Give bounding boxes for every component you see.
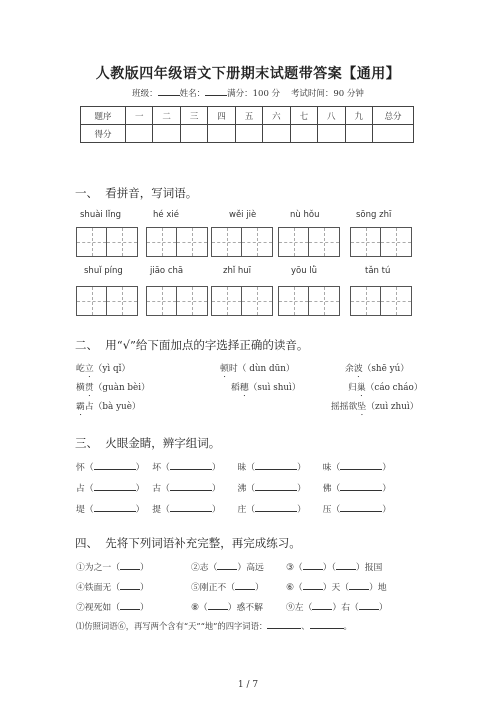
answer-blank[interactable] <box>303 561 323 570</box>
char: 古 <box>152 484 162 494</box>
item-text: ） <box>140 603 149 613</box>
score-cell[interactable] <box>208 125 235 143</box>
dotted-char: 穗 <box>239 383 249 393</box>
item-text: ）（ <box>322 563 336 573</box>
char: 堤 <box>76 505 85 515</box>
answer-blank[interactable] <box>170 503 212 512</box>
pinyin-label: yōu lǜ <box>291 266 318 276</box>
score-cell[interactable] <box>235 125 262 143</box>
score-cell[interactable] <box>373 125 414 143</box>
tianzige-box[interactable] <box>146 227 208 257</box>
score-cell[interactable] <box>318 125 345 143</box>
answer-blank[interactable] <box>336 561 356 570</box>
answer-blank[interactable] <box>170 482 212 491</box>
reading-item[interactable] <box>76 380 150 398</box>
header-cell: 二 <box>153 107 180 125</box>
page-title: 人教版四年级语文下册期末试题带答案【通用】 <box>95 66 401 82</box>
score-cell[interactable] <box>180 125 207 143</box>
item-text: ）惑不解 <box>227 603 263 613</box>
idiom-item <box>286 560 382 573</box>
answer-blank[interactable] <box>94 503 136 512</box>
answer-blank[interactable] <box>120 581 140 590</box>
item-text: 时（ dùn dūn） <box>228 364 295 374</box>
reading-item[interactable] <box>231 380 301 398</box>
answer-blank[interactable] <box>170 461 212 470</box>
char: 佛 <box>322 484 332 494</box>
answer-blank[interactable] <box>267 620 301 629</box>
item-text: ）高远 <box>237 563 264 573</box>
item-text: 稻 <box>231 383 240 393</box>
word-row: 占（ ） 古（ ） 沸（ ） 佛（ ） <box>76 484 392 494</box>
item-text: （guàn bèi） <box>93 383 150 393</box>
tianzige-box[interactable] <box>146 286 208 316</box>
reading-item[interactable] <box>220 361 295 379</box>
char: 占 <box>76 484 85 494</box>
item-text: ①为之一（ <box>76 563 120 573</box>
score-row-label: 得分 <box>81 125 126 143</box>
idiom-item <box>286 600 388 613</box>
item-text: ⑥（ <box>286 583 303 593</box>
answer-blank[interactable] <box>340 482 382 491</box>
reading-item[interactable] <box>345 361 409 379</box>
section-1-heading: 一、 看拼音，写词语。 <box>75 186 198 200</box>
score-cell[interactable] <box>290 125 317 143</box>
item-text: （yì qǐ） <box>93 364 131 374</box>
item-text: ⑨左（ <box>286 603 313 613</box>
item-text: 横 <box>76 383 85 393</box>
answer-blank[interactable] <box>255 461 297 470</box>
score-cell[interactable] <box>153 125 180 143</box>
item-text: ）右（ <box>332 603 359 613</box>
char: 庄 <box>237 505 247 515</box>
pinyin-label: jiāo chā <box>150 266 184 276</box>
tianzige-box[interactable] <box>350 286 412 316</box>
class-blank <box>158 87 180 96</box>
item-text: ③（ <box>286 563 303 573</box>
item-text: （zuì zhuì） <box>366 402 419 412</box>
score-table-header <box>81 107 414 125</box>
item-text: ）天（ <box>322 583 350 593</box>
char: 提 <box>152 505 162 515</box>
tianzige-box[interactable] <box>278 286 340 316</box>
answer-blank[interactable] <box>120 561 140 570</box>
name-label: 姓名： <box>179 89 206 99</box>
header-cell: 三 <box>180 107 207 125</box>
header-cell: 总分 <box>373 107 414 125</box>
idiom-item <box>191 560 264 573</box>
answer-blank[interactable] <box>303 581 323 590</box>
item-text: 占（bà yuè） <box>84 402 141 412</box>
idiom-item <box>76 600 149 613</box>
header-cell: 五 <box>235 107 262 125</box>
word-row: 怀（ ） 坏（ ） 昧（ ） 味（ ） <box>76 463 392 473</box>
tianzige-box[interactable] <box>76 227 138 257</box>
score-cell[interactable] <box>345 125 373 143</box>
char: 坏 <box>152 463 162 473</box>
class-label: 班级： <box>132 89 158 99</box>
item-text: ） <box>140 563 149 573</box>
answer-blank[interactable] <box>340 503 382 512</box>
answer-blank[interactable] <box>340 461 382 470</box>
reading-item[interactable] <box>76 361 130 379</box>
dotted-char: 波 <box>353 364 363 374</box>
item-text: （cáo cháo） <box>365 383 423 393</box>
pinyin-label: wěi jiè <box>229 210 257 220</box>
tianzige-box[interactable] <box>76 286 138 316</box>
header-cell: 六 <box>263 107 290 125</box>
answer-blank[interactable] <box>120 601 140 610</box>
score-table-row <box>81 125 414 143</box>
pinyin-label: zhǐ huī <box>223 266 252 276</box>
answer-blank[interactable] <box>217 561 237 570</box>
header-cell: 九 <box>345 107 373 125</box>
name-blank <box>205 87 227 96</box>
exam-info <box>0 87 496 99</box>
pinyin-label: sōng zhī <box>356 210 392 220</box>
item-text: ⑦视死如（ <box>76 603 120 613</box>
item-text: ②志（ <box>191 563 218 573</box>
dotted-char: 霸 <box>76 402 85 412</box>
idiom-item <box>191 600 263 613</box>
page-number: 1 / 7 <box>237 680 259 690</box>
pinyin-label: shuǐ píng <box>84 266 123 276</box>
pinyin-label: hé xié <box>153 210 179 220</box>
score-table <box>80 106 414 143</box>
item-text: 余 <box>345 364 354 374</box>
answer-blank[interactable] <box>255 482 297 491</box>
exam-time: 考试时间：90 分钟 <box>290 89 364 99</box>
pinyin-label: nù hǒu <box>290 210 320 220</box>
answer-blank[interactable] <box>94 482 136 491</box>
item-text: ⑧（ <box>191 603 208 613</box>
header-cell: 题序 <box>81 107 126 125</box>
section-4-heading: 四、 先将下列词语补充完整，再完成练习。 <box>75 536 301 550</box>
answer-blank[interactable] <box>94 461 136 470</box>
idiom-item <box>76 580 149 593</box>
idiom-item <box>191 580 264 593</box>
item-text: ） <box>255 583 264 593</box>
header-cell: 四 <box>208 107 235 125</box>
pinyin-label: shuài lǐng <box>80 210 121 220</box>
item-text: 摇摇欲 <box>331 402 358 412</box>
item-text: ） <box>140 583 149 593</box>
answer-blank[interactable] <box>208 601 228 610</box>
char: 昧 <box>237 463 247 473</box>
reading-item[interactable] <box>76 399 141 417</box>
tianzige-box[interactable] <box>278 227 340 257</box>
item-text: （suì shuì） <box>248 383 301 393</box>
dotted-char: 贯 <box>84 383 94 393</box>
tianzige-box[interactable] <box>350 227 412 257</box>
sub-question-text: ⑴仿照词语⑥，再写两个含有“天”“地”的四字词语： <box>76 621 268 631</box>
answer-blank[interactable] <box>310 620 344 629</box>
item-text: （shē yú） <box>362 364 410 374</box>
item-text: ⑤刚正不（ <box>191 583 235 593</box>
item-text: ） <box>378 603 388 613</box>
idiom-item <box>76 560 149 573</box>
answer-blank[interactable] <box>359 601 379 610</box>
dotted-char: 顿 <box>220 364 229 374</box>
answer-blank[interactable] <box>235 581 255 590</box>
header-cell: 七 <box>290 107 317 125</box>
sub-question-1: ⑴仿照词语⑥，再写两个含有“天”“地”的四字词语： 、 。 <box>76 621 352 631</box>
section-2-heading: 二、 用“√”给下面加点的字选择正确的读音。 <box>75 338 309 352</box>
reading-item[interactable] <box>348 380 423 398</box>
idiom-item <box>286 580 387 593</box>
header-cell: 八 <box>318 107 345 125</box>
answer-blank[interactable] <box>312 601 332 610</box>
item-text: ）报国 <box>355 563 383 573</box>
tianzige-box[interactable] <box>211 227 273 257</box>
reading-item[interactable] <box>331 399 419 417</box>
header-cell: 一 <box>126 107 153 125</box>
dotted-char: 巢 <box>356 383 366 393</box>
char: 沸 <box>237 484 247 494</box>
full-score: 满分：100 分 <box>227 89 281 99</box>
score-cell[interactable] <box>263 125 290 143</box>
item-text: ④铁面无（ <box>76 583 120 593</box>
char: 压 <box>322 505 332 515</box>
dotted-char: 坠 <box>357 402 367 412</box>
answer-blank[interactable] <box>349 581 369 590</box>
char: 味 <box>322 463 332 473</box>
item-text: ）地 <box>369 583 387 593</box>
pinyin-label: tǎn tú <box>365 266 391 276</box>
tianzige-box[interactable] <box>211 286 273 316</box>
word-row: 堤（ ） 提（ ） 庄（ ） 压（ ） <box>76 505 392 515</box>
section-3-heading: 三、 火眼金睛，辨字组词。 <box>75 436 221 450</box>
score-cell[interactable] <box>126 125 153 143</box>
item-text: 归 <box>348 383 357 393</box>
item-text: 屹 <box>76 364 85 374</box>
answer-blank[interactable] <box>255 503 297 512</box>
char: 怀 <box>76 463 85 473</box>
dotted-char: 立 <box>84 364 94 374</box>
